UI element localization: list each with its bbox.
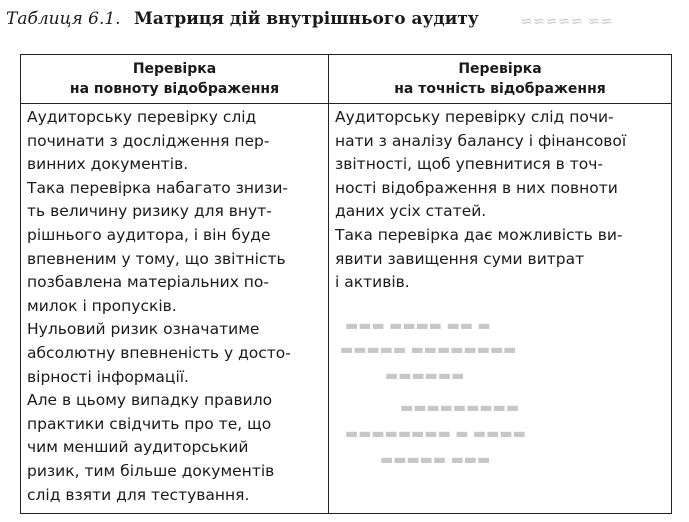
text-line: ності відображення в них повноти [335, 178, 618, 197]
header-line: на точність відображення [394, 81, 606, 97]
column-header-accuracy [329, 55, 672, 104]
table-caption [6, 8, 479, 30]
text-line: Така перевірка набагато знизи- [27, 178, 288, 197]
table-number: Таблиця 6.1. [6, 9, 121, 29]
paragraph [27, 106, 324, 177]
text-line: нати з аналізу балансу і фінансової [335, 131, 627, 150]
cell-completeness [21, 104, 329, 514]
header-line: на повноту відображення [69, 81, 280, 97]
header-line: Перевірка [458, 61, 542, 77]
text-line: практики свідчить про те, що [27, 414, 272, 433]
text-line: ть величину ризику для внут- [27, 202, 272, 221]
text-line: позбавлена матеріальних по- [27, 273, 270, 292]
bleed-through-mark: ▬▬▬ ▬▬▬▬▬ [380, 452, 491, 468]
text-line: Нульовий ризик означатиме [27, 320, 260, 339]
text-line: Аудиторську перевірку слід [27, 108, 257, 126]
paragraph [335, 106, 667, 224]
bleed-through-mark: ​≈≈ ≈≈≈≈≈ [520, 12, 613, 30]
bleed-through-mark: ▬▬▬▬▬▬▬▬▬ [400, 400, 520, 416]
text-line: Така перевірка дає можливість ви- [335, 225, 623, 244]
text-line: Аудиторську перевірку слід почи- [335, 108, 614, 126]
text-line: даних усіх статей. [335, 202, 487, 221]
paragraph [27, 177, 324, 319]
text-line: абсолютну впевненість у досто- [27, 343, 291, 362]
text-line: ризик, тим більше документів [27, 461, 275, 480]
text-line: вірності інформації. [27, 367, 189, 386]
text-line: милок і пропусків. [27, 296, 177, 315]
text-line: винних документів. [27, 155, 189, 174]
text-line: явити завищення суми витрат [335, 249, 585, 268]
bleed-through-mark: ▬▬▬▬▬▬▬▬ ▬▬▬▬▬ [340, 342, 517, 358]
paragraph [335, 224, 667, 295]
header-line: Перевірка [132, 61, 217, 77]
text-line: Але в цьому випадку правило [27, 391, 273, 410]
table-title: Матриця дій внутрішнього аудиту [134, 9, 479, 29]
audit-matrix-table [20, 54, 672, 514]
text-line: чим менший аудиторський [27, 438, 249, 457]
cell-accuracy [329, 104, 672, 514]
text-line: впевненим у тому, що звітність [27, 249, 286, 268]
bleed-through-mark: ▬ ▬▬ ▬▬▬▬ ▬▬▬ [345, 318, 491, 334]
text-line: починати з дослідження пер- [27, 131, 270, 150]
bleed-through-mark: ▬▬▬▬ ▬ ▬▬▬▬▬▬▬▬ [345, 426, 526, 442]
table-header-row [21, 55, 672, 104]
paragraph [27, 389, 324, 507]
text-line: і активів. [335, 273, 410, 292]
text-line: слід взяти для тестування. [27, 485, 250, 504]
column-header-completeness [21, 55, 329, 104]
paragraph [27, 318, 324, 389]
bleed-through-mark: ▬▬▬▬▬▬ [385, 368, 465, 384]
table-row [21, 104, 672, 514]
text-line: звітності, щоб упевнитися в точ- [335, 155, 603, 174]
text-line: рішнього аудитора, і він буде [27, 225, 271, 244]
